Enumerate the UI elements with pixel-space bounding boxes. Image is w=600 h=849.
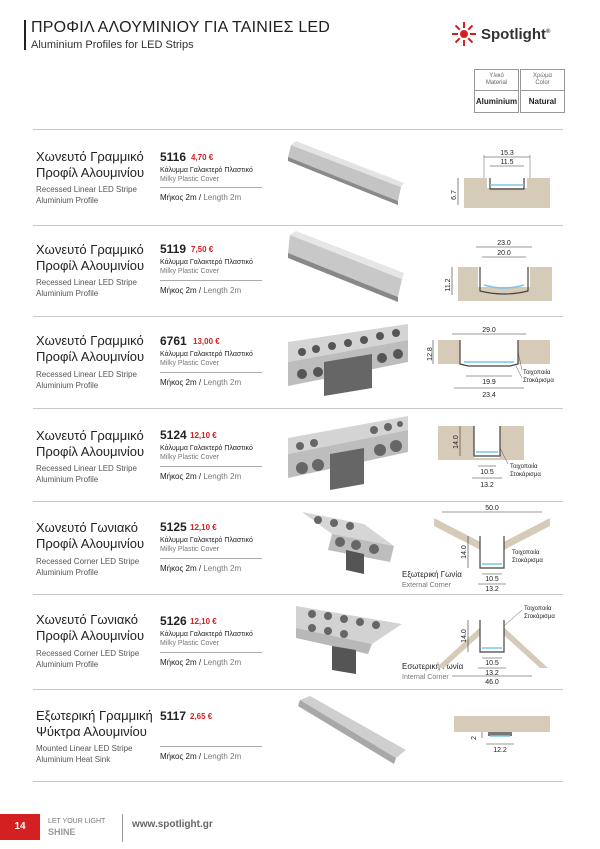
- callout-label: Στοκάρισμα: [510, 472, 541, 478]
- product-code: 5124: [160, 428, 187, 442]
- dimension-label: 13.2: [485, 586, 499, 593]
- page-title: ΠΡΟΦΙΛ ΑΛΟΥΜΙΝΙΟΥ ΓΙΑ ΤΑΙΝΙΕΣ LED: [31, 19, 331, 36]
- product-length: Μήκος 2m / Length 2m: [160, 472, 242, 481]
- dimension-label: 50.0: [485, 505, 499, 512]
- product-description: Recessed Corner LED Stripe Aluminium Profile: [36, 649, 140, 669]
- spec-divider: [160, 746, 262, 747]
- dimension-label: 10.5: [480, 469, 494, 476]
- profile-drawing: [446, 235, 554, 307]
- product-price: 12,10 €: [190, 523, 217, 532]
- product-length: Μήκος 2m / Length 2m: [160, 658, 242, 667]
- product-cover: Κάλυμμα Γαλακτερό Πλαστικό Milky Plastic Cover: [160, 537, 253, 553]
- product-price: 12,10 €: [190, 431, 217, 440]
- material-label-en: Material: [485, 80, 508, 86]
- spec-divider: [160, 558, 262, 559]
- callout-label: Τοιχοποιία: [523, 370, 551, 376]
- color-label-en: Color: [535, 80, 550, 86]
- product-length: Μήκος 2m / Length 2m: [160, 193, 242, 202]
- spec-divider: [160, 652, 262, 653]
- dimension-label: 12.2: [493, 747, 507, 754]
- product-cover: Κάλυμμα Γαλακτερό Πλαστικό Milky Plastic Cover: [160, 259, 253, 275]
- row-divider: [33, 408, 563, 409]
- product-cover: Κάλυμμα Γαλακτερό Πλαστικό Milky Plastic Cover: [160, 167, 253, 183]
- page-number: 14: [0, 814, 40, 840]
- color-box: [520, 69, 565, 113]
- product-description: Recessed Corner LED Stripe Aluminium Profile: [36, 557, 140, 577]
- product-price: 13,00 €: [193, 337, 220, 346]
- product-name: Χωνευτό Γραμμικό Προφίλ Αλουμινίου: [36, 242, 145, 273]
- website-link[interactable]: www.spotlight.gr: [132, 819, 213, 830]
- product-photo: [294, 694, 410, 774]
- callout-label: Στοκάρισμα: [512, 558, 543, 564]
- profile-drawing: [446, 708, 558, 764]
- product-name: Χωνευτό Γραμμικό Προφίλ Αλουμινίου: [36, 333, 145, 364]
- product-code: 5117: [160, 709, 187, 723]
- profile-drawing: [434, 418, 560, 492]
- product-name: Χωνευτό Γωνιακό Προφίλ Αλουμινίου: [36, 520, 145, 551]
- product-description: Recessed Linear LED Stripe Aluminium Profile: [36, 464, 137, 484]
- product-cover: Κάλυμμα Γαλακτερό Πλαστικό Milky Plastic Cover: [160, 351, 253, 367]
- row-divider: [33, 781, 563, 782]
- product-name: Χωνευτό Γωνιακό Προφίλ Αλουμινίου: [36, 612, 145, 643]
- spec-divider: [160, 280, 262, 281]
- color-value: Natural: [528, 97, 557, 106]
- dimension-label: 10.5: [485, 660, 499, 667]
- product-name: Χωνευτό Γραμμικό Προφίλ Αλουμινίου: [36, 428, 145, 459]
- footer-tagline-bold: SHINE: [48, 827, 76, 837]
- material-box: [474, 69, 519, 113]
- profile-drawing: [427, 322, 560, 400]
- product-length: Μήκος 2m / Length 2m: [160, 286, 242, 295]
- product-length: Μήκος 2m / Length 2m: [160, 564, 242, 573]
- product-cover: Κάλυμμα Γαλακτερό Πλαστικό Milky Plastic Cover: [160, 445, 253, 461]
- product-price: 4,70 €: [191, 153, 214, 162]
- dimension-label: 14.0: [453, 435, 460, 449]
- dimension-label: 23.0: [497, 240, 511, 247]
- profile-drawing: [430, 598, 560, 684]
- dimension-label: 12.8: [427, 347, 434, 361]
- dimension-label: 29.0: [482, 327, 496, 334]
- callout-label: Στοκάρισμα: [524, 614, 555, 620]
- row-divider: [33, 129, 563, 130]
- spec-divider: [160, 187, 262, 188]
- profile-drawing: [430, 506, 560, 592]
- footer-divider: [122, 814, 123, 842]
- footer-tagline: LET YOUR LIGHT: [48, 818, 106, 825]
- callout-label: Στοκάρισμα: [523, 378, 554, 384]
- page-subtitle: Aluminium Profiles for LED Strips: [31, 39, 194, 51]
- brand-name: Spotlight®: [481, 26, 551, 43]
- product-description: Mounted Linear LED Stripe Aluminium Heat Sink: [36, 744, 133, 764]
- spec-divider: [160, 372, 262, 373]
- row-divider: [33, 501, 563, 502]
- row-divider: [33, 689, 563, 690]
- dimension-label: 13.2: [485, 670, 499, 677]
- dimension-label: 46.0: [485, 679, 499, 686]
- dimension-label: 14.0: [461, 545, 468, 559]
- spec-divider: [160, 466, 262, 467]
- product-description: Recessed Linear LED Stripe Aluminium Profile: [36, 370, 137, 390]
- product-photo: [294, 506, 406, 576]
- product-cover: Κάλυμμα Γαλακτερό Πλαστικό Milky Plastic Cover: [160, 631, 253, 647]
- dimension-label: 20.0: [497, 250, 511, 257]
- callout-label: Τοιχοποιία: [512, 550, 540, 556]
- product-code: 5126: [160, 614, 187, 628]
- corner-type-label: Εξωτερική Γωνία External Corner: [402, 570, 462, 589]
- product-photo: [286, 135, 406, 210]
- row-divider: [33, 594, 563, 595]
- dimension-label: 14.0: [461, 629, 468, 643]
- dimension-label: 23.4: [482, 392, 496, 399]
- product-price: 7,50 €: [191, 245, 214, 254]
- header-accent-bar: [24, 20, 26, 50]
- dimension-label: 13.2: [480, 482, 494, 489]
- dimension-label: 11.5: [500, 159, 514, 166]
- callout-label: Τοιχοποιία: [510, 464, 538, 470]
- profile-drawing: [452, 145, 552, 215]
- product-code: 5125: [160, 520, 187, 534]
- brand-logo: [451, 22, 551, 46]
- product-code: 5119: [160, 242, 187, 256]
- product-length: Μήκος 2m / Length 2m: [160, 378, 242, 387]
- product-photo: [292, 598, 410, 678]
- corner-type-label: Εσωτερική Γωνία Internal Corner: [402, 662, 464, 681]
- dimension-label: 19.9: [482, 379, 496, 386]
- dimension-label: 10.5: [485, 576, 499, 583]
- product-photo: [286, 227, 406, 307]
- product-name: Χωνευτό Γραμμικό Προφίλ Αλουμινίου: [36, 149, 145, 180]
- material-label-gr: Υλικό: [489, 73, 504, 79]
- product-length: Μήκος 2m / Length 2m: [160, 752, 242, 761]
- product-price: 2,65 €: [190, 712, 213, 721]
- product-photo: [284, 322, 412, 402]
- callout-label: Τοιχοποιία: [524, 606, 552, 612]
- product-price: 12,10 €: [190, 617, 217, 626]
- product-name: Εξωτερική Γραμμική Ψύκτρα Αλουμινίου: [36, 708, 153, 739]
- material-value: Aluminium: [475, 97, 518, 106]
- row-divider: [33, 225, 563, 226]
- dimension-label: 15.3: [500, 150, 514, 157]
- row-divider: [33, 316, 563, 317]
- color-label-gr: Χρώμα: [532, 73, 553, 79]
- dimension-label: 2: [471, 736, 478, 740]
- product-photo: [284, 414, 412, 494]
- product-code: 6761: [160, 334, 187, 348]
- spotlight-logo-icon: [451, 22, 477, 46]
- product-description: Recessed Linear LED Stripe Aluminium Profile: [36, 185, 137, 205]
- dimension-label: 6.7: [451, 190, 458, 200]
- dimension-label: 11.2: [445, 278, 452, 292]
- product-description: Recessed Linear LED Stripe Aluminium Profile: [36, 278, 137, 298]
- product-code: 5116: [160, 150, 187, 164]
